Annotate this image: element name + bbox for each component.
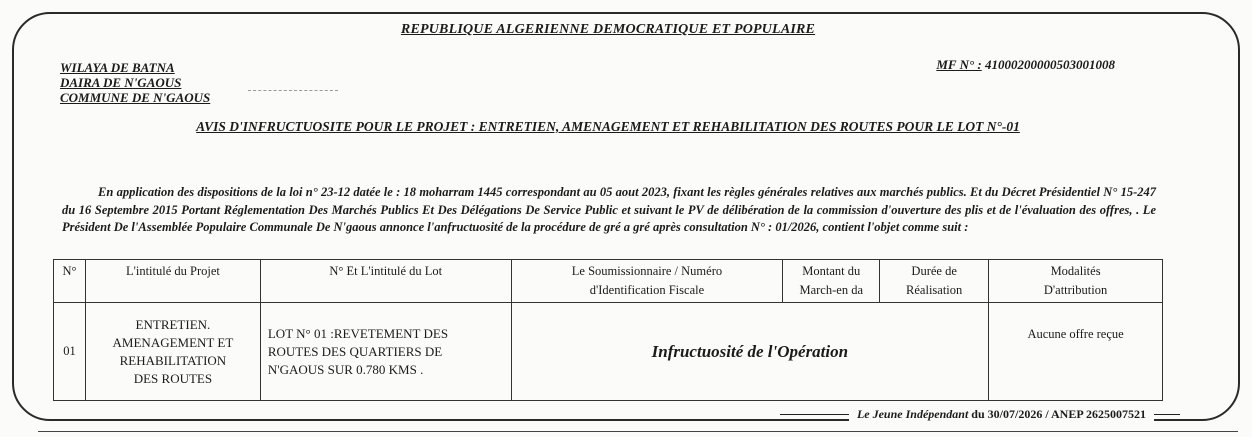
fiscal-number-value: 41000200000503001008 <box>985 57 1115 72</box>
row-project-line-2: AMENAGEMENT ET <box>112 334 234 350</box>
fiscal-number-label: MF N° : <box>936 57 982 72</box>
header-bidder-line-2: d'Identification Fiscale <box>589 283 705 297</box>
row-lot-line-3: N'GAOUS SUR 0.780 KMS . <box>267 361 424 377</box>
header-bidder-line-1: Le Soumissionnaire / Numéro <box>571 264 723 278</box>
publication-details: du 30/07/2026 / ANEP 2625007521 <box>968 407 1146 421</box>
fiscal-number <box>936 57 1115 73</box>
row-lot-line-1: LOT N° 01 :REVETEMENT DES <box>267 325 449 341</box>
header-bidder <box>511 260 783 303</box>
header-amount-line-1: Montant du <box>802 264 861 278</box>
row-lot <box>260 303 511 401</box>
row-project-line-1: ENTRETIEN. <box>135 316 211 332</box>
dashed-mark <box>248 90 338 91</box>
newspaper-name: Le Jeune Indépendant <box>856 407 969 421</box>
row-project-line-4: DES ROUTES <box>133 370 213 386</box>
wilaya-line: WILAYA DE BATNA <box>60 60 175 75</box>
header-terms-line-2: D'attribution <box>1043 283 1108 297</box>
commune-line: COMMUNE DE N'GAOUS <box>60 90 211 105</box>
bottom-border-line <box>38 431 1238 432</box>
header-terms-line-1: Modalités <box>1050 264 1101 278</box>
header-project: L'intitulé du Projet <box>85 260 260 303</box>
row-project-line-3: REHABILITATION <box>119 352 227 368</box>
row-num: 01 <box>54 303 86 401</box>
header-terms <box>989 260 1163 303</box>
header-duration <box>880 260 989 303</box>
source-rule-end <box>1150 414 1180 415</box>
notice-title: AVIS D'INFRUCTUOSITE POUR LE PROJET : ENTRETIEN, AMENAGEMENT ET REHABILITATION DES ROUTES POUR LE LOT N°-01 <box>196 119 1020 134</box>
results-table <box>53 259 1163 401</box>
row-terms: Aucune offre reçue <box>989 303 1163 401</box>
header-lot: N° Et L'intitulé du Lot <box>260 260 511 303</box>
administration-block <box>60 60 210 105</box>
header-amount <box>783 260 880 303</box>
daira-line: DAIRA DE N'GAOUS <box>60 75 182 90</box>
header-duration-line-2: Réalisation <box>906 283 963 297</box>
table-row <box>54 303 1163 401</box>
header-duration-line-1: Durée de <box>911 264 957 278</box>
table-header-row <box>54 260 1163 303</box>
publication-source <box>849 407 1154 422</box>
header-amount-line-2: March-en da <box>799 283 863 297</box>
row-result: Infructuosité de l'Opération <box>511 303 989 401</box>
row-project <box>85 303 260 401</box>
republic-heading: REPUBLIQUE ALGERIENNE DEMOCRATIQUE ET POPULAIRE <box>400 22 816 37</box>
row-lot-line-2: ROUTES DES QUARTIERS DE <box>267 343 443 359</box>
header-num: N° <box>54 260 86 303</box>
legal-paragraph: En application des dispositions de la loi n° 23-12 datée le : 18 moharram 1445 correspondant au 05 aout 2023, fixant les règles générales relatives aux marchés publics. Et du Décret Présidentiel N° 15-247 du 16 Septembre 2015 Portant Réglementation Des Marchés Publics Et Des Délégations De Service Public et suivant le PV de délibération de la commission d'ouverture des plis et de l'évaluation des offres, . Le Président De l'Assemblée Populaire Communale De N'gaous annonce l'anfructuosité de la procédure de gré a gré après consultation N° : 01/2026, contient l'objet comme suit : <box>62 185 1156 234</box>
